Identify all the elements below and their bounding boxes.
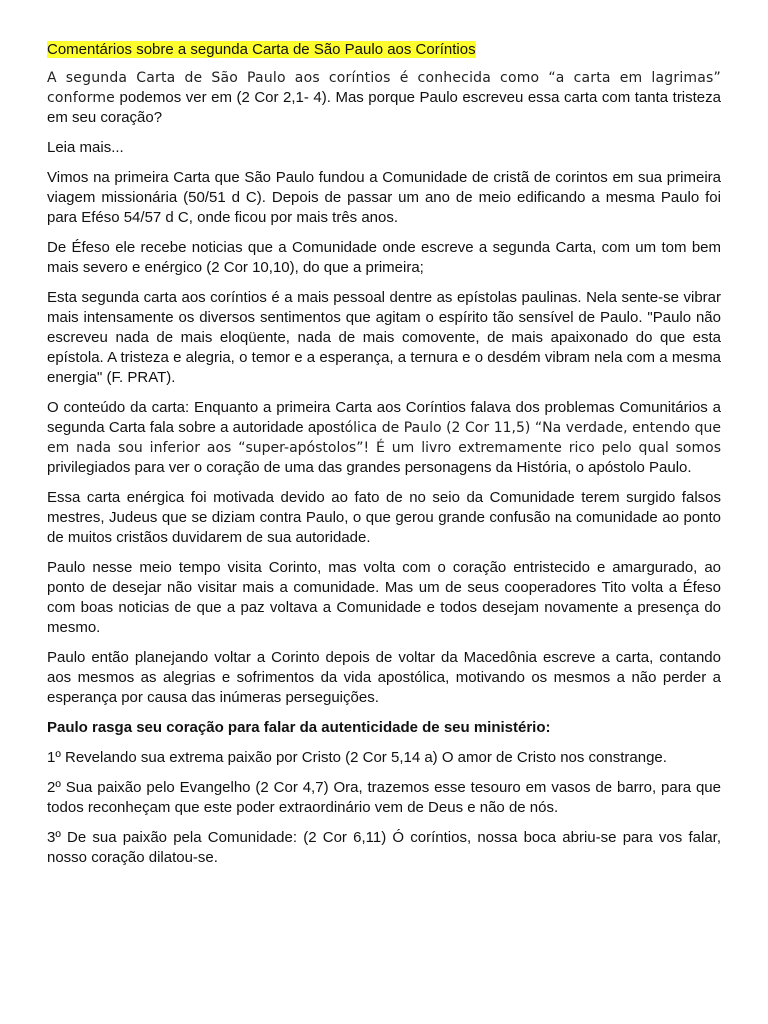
intro-lead-text: A segunda Carta de São Paulo aos coríntios é conhecida como “a carta em lagrimas” conforme xyxy=(47,70,721,106)
content-part-3: privilegiados para ver o coração de uma das grandes personagens da História, o apóstolo Paulo. xyxy=(47,459,692,476)
read-more-text: Leia mais... xyxy=(47,139,124,156)
title-block xyxy=(47,40,721,60)
body-paragraph: Paulo então planejando voltar a Corinto depois de voltar da Macedônia escreve a carta, contando aos mesmos as alegrias e sofrimentos da vida apostólica, motivando os mesmos a não perder a esperança por causa das inúmeras perseguições. xyxy=(47,649,721,706)
body-paragraph: Esta segunda carta aos coríntios é a mais pessoal dentre as epístolas paulinas. Nela sente-se vibrar mais intensamente os diversos sentimentos que agitam o espírito tão sensível de Paulo. "Paulo não escreveu nada de mais eloqüente, nada de mais comovente, de mais apaixonado do que esta epístola. A tristeza e alegria, o temor e a esperança, a ternura e o desdém vibram nela com a mesma energia" (F. PRAT). xyxy=(47,289,721,386)
content-part-1: O conteúdo da carta: Enquanto a primeira Carta aos Coríntios falava dos problemas Comunitários a segunda Carta fala sobre a autoridade apost xyxy=(47,399,721,436)
point-item: 2º Sua paixão pelo Evangelho (2 Cor 4,7) Ora, trazemos esse tesouro em vasos de barro, para que todos reconheçam que este poder extraordinário vem de Deus e não de nós. xyxy=(47,779,721,816)
body-paragraph: Essa carta enérgica foi motivada devido ao fato de no seio da Comunidade terem surgido falsos mestres, Judeus que se diziam contra Paulo, o que gerou grande confusão na comunidade ao ponto de muitos cristãos duvidarem de sua autoridade. xyxy=(47,489,721,546)
section-heading: Paulo rasga seu coração para falar da autenticidade de seu ministério: xyxy=(47,719,551,736)
intro-rest-text: podemos ver em (2 Cor 2,1- 4). Mas porque Paulo escreveu essa carta com tanta tristeza em seu coração? xyxy=(47,89,721,126)
intro-paragraph xyxy=(47,68,721,128)
document-title: Comentários sobre a segunda Carta de São Paulo aos Coríntios xyxy=(47,41,476,58)
content-part-2: ólica de Paulo (2 Cor 11,5) “Na verdade, entendo que em nada sou inferior aos “super-apóstolos”! É um livro extremamente rico pelo qual somos xyxy=(47,420,721,456)
body-paragraph: Vimos na primeira Carta que São Paulo fundou a Comunidade de cristã de corintos em sua primeira viagem missionária (50/51 d C). Depois de passar um ano de meio edificando a mesma Paulo foi para Eféso 54/57 d C, onde ficou por mais três anos. xyxy=(47,169,721,226)
body-paragraph: Paulo nesse meio tempo visita Corinto, mas volta com o coração entristecido e amargurado, ao ponto de desejar não visitar mais a comunidade. Mas um de seus cooperadores Tito volta a Éfeso com boas noticias de que a paz voltava a Comunidade e todos desejam novamente a presença do mesmo. xyxy=(47,559,721,636)
point-item: 1º Revelando sua extrema paixão por Cristo (2 Cor 5,14 a) O amor de Cristo nos constrange. xyxy=(47,749,667,766)
body-paragraph: De Éfeso ele recebe noticias que a Comunidade onde escreve a segunda Carta, com um tom bem mais severo e enérgico (2 Cor 10,10), do que a primeira; xyxy=(47,239,721,276)
point-item: 3º De sua paixão pela Comunidade: (2 Cor 6,11) Ó coríntios, nossa boca abriu-se para vos falar, nosso coração dilatou-se. xyxy=(47,829,721,866)
content-paragraph xyxy=(47,398,721,478)
